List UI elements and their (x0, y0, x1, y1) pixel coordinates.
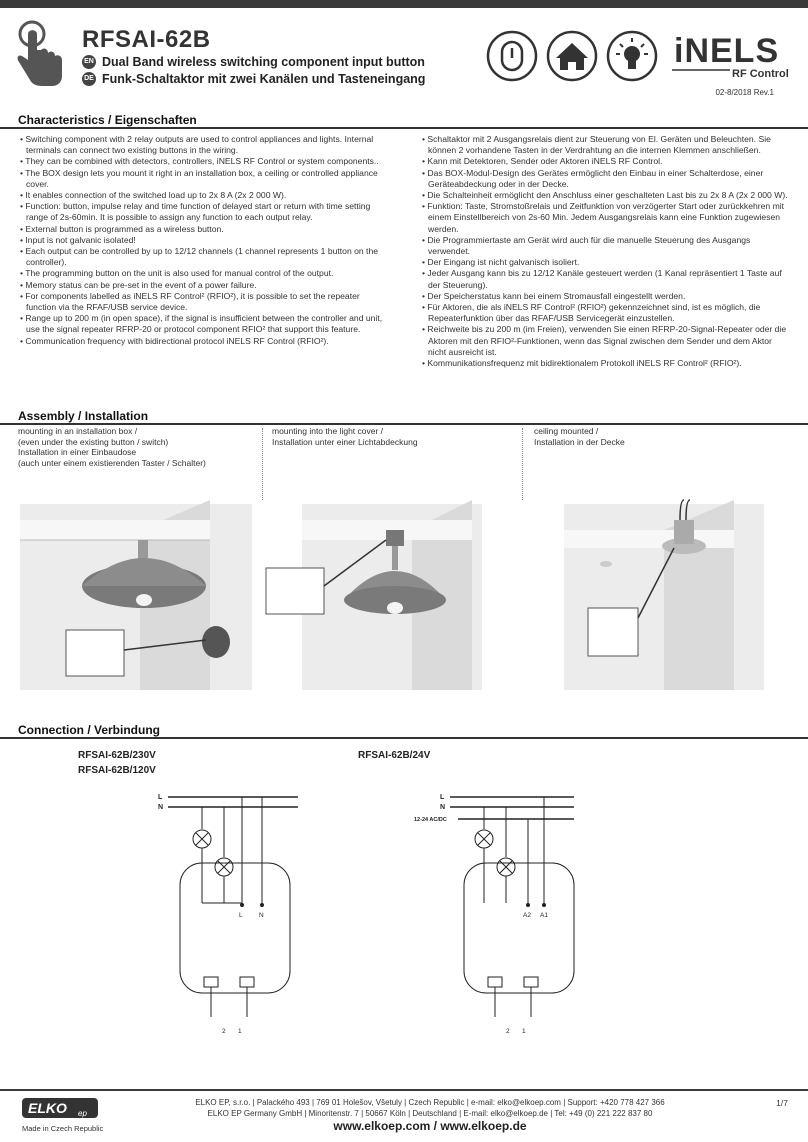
de-item: • Das BOX-Modul-Design des Gerätes ermöglicht den Einbau in einer Schalterdose, einer Geräteabdeckung oder in der Decke. (420, 168, 790, 190)
de-item: • Die Programmiertaste am Gerät wird auch für die manuelle Steuerung des Ausgangs verwendet. (420, 235, 790, 257)
en-item: • They can be combined with detectors, controllers, iNELS RF Control or system components.. (18, 156, 390, 167)
elko-logo (22, 1096, 98, 1122)
product-title: RFSAI-62B (82, 26, 211, 53)
lightbulb-icon (608, 32, 656, 80)
line-n-label: N (158, 804, 164, 811)
term-n-label: N (259, 912, 264, 919)
subtitle-de (82, 72, 425, 86)
assembly-divider-2 (522, 428, 523, 500)
button-1-24-label: 1 (522, 1028, 526, 1035)
elko-logo-text: ELKO (28, 1100, 67, 1116)
de-item: • Für Aktoren, die als iNELS RF Control² (RFIO²) gekennzeichnet sind, ist es möglich, die Repeaterfunktion über das RFAF/USB Servicegerät einzustellen. (420, 302, 790, 324)
en-item: • Input is not galvanic isolated! (18, 235, 390, 246)
touch-hand-icon (14, 20, 64, 88)
en-item: • Memory status can be pre-set in the event of a power failure. (18, 280, 390, 291)
subtitle-en-text: Dual Band wireless switching component input button (102, 55, 425, 69)
assembly-text-2: mounting into the light cover / Installation unter einer Lichtabdeckung (272, 426, 418, 447)
de-item: • Die Schalteinheit ermöglicht den Anschluss einer geschalteten Last bis zu 2x 8 A (2x 2 000 W). (420, 190, 790, 201)
en-item: • Range up to 200 m (in open space), if the signal is insufficient between the controller and unit, use the signal repeater RFRP-20 or protocol component RFIO² that support this feature. (18, 313, 390, 335)
de-item: • Kommunikationsfrequenz mit bidirektionalem Protokoll iNELS RF Control² (RFIO²). (420, 358, 790, 369)
assembly-text-1: mounting in an installation box / (even under the existing button / switch) Installation in einer Einbaudose (auch unter einem existierenden Taster / Schalter) (18, 426, 206, 468)
connection-rule (0, 737, 808, 739)
de-item: • Schaltaktor mit 2 Ausgangsrelais dient zur Steuerung von El. Geräten und Beleuchten. Sie können 2 vorhandene Tasten in der Verdrahtung an die internen Klemmen anschließen. (420, 134, 790, 156)
subtitle-en (82, 55, 425, 69)
wiring-diagram-230v (150, 785, 310, 1045)
revision-label: 02-8/2018 Rev.1 (715, 88, 774, 97)
footer-rule (0, 1089, 808, 1091)
button-2-label: 2 (222, 1028, 226, 1035)
home-icon (548, 32, 596, 80)
characteristics-de-list (420, 134, 790, 369)
subtitle-de-text: Funk-Schaltaktor mit zwei Kanälen und Tasteneingang (102, 72, 426, 86)
connection-heading: Connection / Verbindung (18, 723, 160, 737)
button-2-24-label: 2 (506, 1028, 510, 1035)
en-item: • Communication frequency with bidirectional protocol iNELS RF Control (RFIO²). (18, 336, 390, 347)
en-item: • Function: button, impulse relay and time function of delayed start or return with time setting range of 2s-60min. It is possible to assign any function to each output relay. (18, 201, 390, 223)
page-number: 1/7 (776, 1098, 788, 1108)
characteristics-en-list (18, 134, 390, 347)
en-item: • It enables connection of the switched load up to 2x 8 A (2x 2 000 W). (18, 190, 390, 201)
installation-box-illustration (20, 490, 252, 690)
made-in-label: Made in Czech Republic (22, 1124, 104, 1133)
de-item: • Der Speicherstatus kann bei einem Stromausfall eingestellt werden. (420, 291, 790, 302)
supply-24-label: 12-24 AC/DC (414, 817, 447, 823)
line-l-label: L (158, 794, 163, 801)
line-l-24-label: L (440, 794, 445, 801)
feature-icons (484, 28, 664, 84)
en-item: • Switching component with 2 relay outputs are used to control appliances and lights. Internal terminals can connect two existing buttons in the wiring. (18, 134, 390, 156)
light-cover-illustration (262, 490, 522, 690)
assembly-heading: Assembly / Installation (18, 409, 149, 423)
de-item: • Reichweite bis zu 200 m (im Freien), verwenden Sie einen RFRP-20-Signal-Repeater oder die Aktoren mit den RFIO²-Funktionen, wenn das Signal zwischen dem Sender und dem Aktor nicht ausreicht ist. (420, 324, 790, 358)
term-a1-label: A1 (540, 912, 548, 919)
ceiling-mount-illustration (534, 490, 786, 690)
en-item: • External button is programmed as a wireless button. (18, 224, 390, 235)
footer-website-link[interactable]: www.elkoep.com / www.elkoep.de (333, 1119, 527, 1133)
assembly-rule (0, 423, 808, 425)
characteristics-rule (0, 127, 808, 129)
footer-address-de: ELKO EP Germany GmbH | Minoritenstr. 7 | 50667 Köln | Deutschland | E-mail: elko@elkoep.de | Tel: +49 (0) 221 222 837 80 (207, 1109, 653, 1118)
top-bar (0, 0, 808, 8)
inels-logo-text: iNELS (674, 32, 780, 70)
line-n-24-label: N (440, 804, 446, 811)
de-item: • Kann mit Detektoren, Sender oder Aktoren iNELS RF Control. (420, 156, 790, 167)
en-item: • Each output can be controlled by up to 12/12 channels (1 channel represents 1 button on the controller). (18, 246, 390, 268)
label-24v: RFSAI-62B/24V (358, 750, 431, 761)
label-230v: RFSAI-62B/230V (78, 750, 156, 761)
wiring-diagram-24v (410, 785, 580, 1045)
power-icon (488, 32, 536, 80)
lang-badge-en: EN (82, 55, 96, 69)
assembly-text-3: ceiling mounted / Installation in der Decke (534, 426, 625, 447)
label-120v: RFSAI-62B/120V (78, 765, 156, 776)
elko-logo-sub: ep (78, 1109, 87, 1118)
footer-address-cz: ELKO EP, s.r.o. | Palackého 493 | 769 01 Holešov, Všetuly | Czech Republic | e-mail: elko@elkoep.com | Support: +420 778 427 366 (195, 1098, 665, 1107)
de-item: • Jeder Ausgang kann bis zu 12/12 Kanäle gesteuert werden (1 Kanal repräsentiert 1 Taste auf der Steuerung). (420, 268, 790, 290)
term-l-label: L (239, 912, 243, 919)
characteristics-heading: Characteristics / Eigenschaften (18, 113, 197, 127)
de-item: • Funktion: Taste, Stromstoßrelais und Zeitfunktion von verzögerter Start oder zurückkehren mit einem Einstellbereich von 2s-60 Min. Jedem Ausgangsrelais kann eine Funktion zugewiesen werden. (420, 201, 790, 235)
logo-subtitle: RF Control (732, 68, 789, 80)
en-item: • For components labelled as iNELS RF Control² (RFIO²), it is possible to set the repeater function via the RFAF/USB service device. (18, 291, 390, 313)
en-item: • The BOX design lets you mount it right in an installation box, a ceiling or controlled appliance cover. (18, 168, 390, 190)
button-1-label: 1 (238, 1028, 242, 1035)
term-a2-label: A2 (523, 912, 531, 919)
lang-badge-de: DE (82, 72, 96, 86)
en-item: • The programming button on the unit is also used for manual control of the output. (18, 268, 390, 279)
de-item: • Der Eingang ist nicht galvanisch isoliert. (420, 257, 790, 268)
